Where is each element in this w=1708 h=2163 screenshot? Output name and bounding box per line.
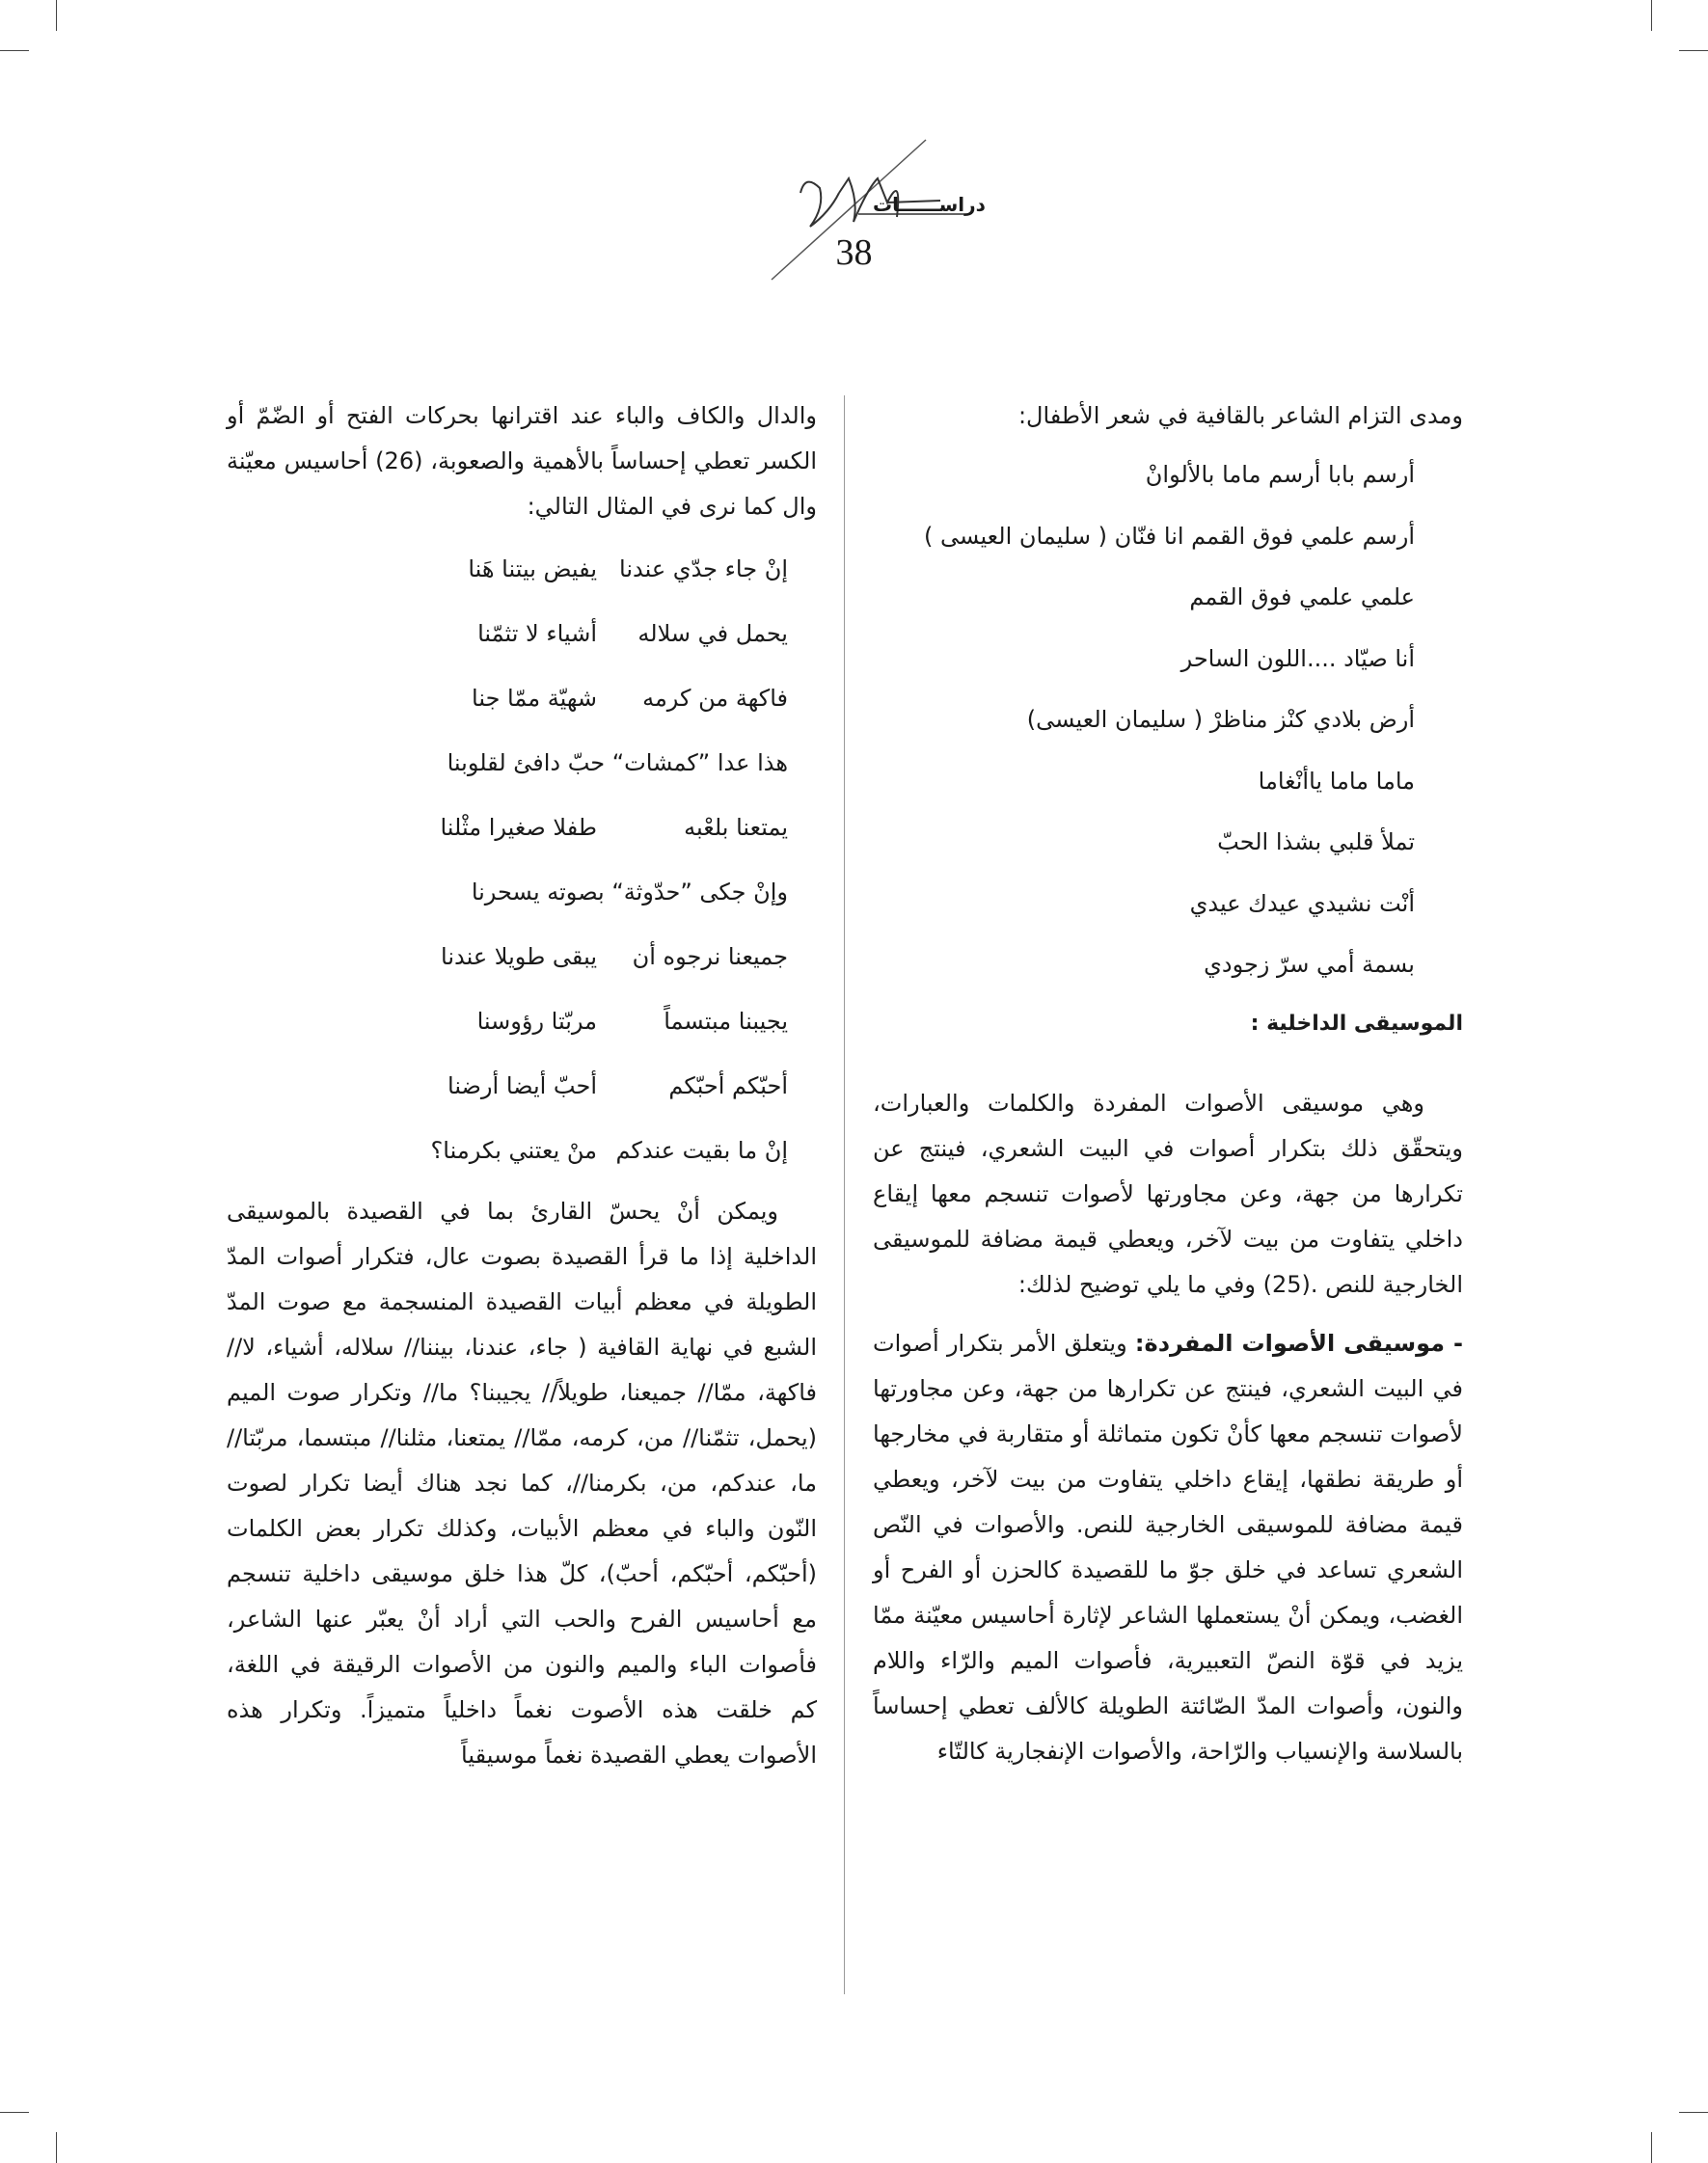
column-divider [844, 395, 845, 1994]
subheading: - موسيقى الأصوات المفردة: [1134, 1329, 1463, 1357]
poem-line [227, 1054, 788, 1119]
poem-hemistich: منْ يعتني بكرمنا؟ [430, 1137, 597, 1164]
poem-hemistich: يمتعنا بلعْبه [684, 814, 788, 841]
paragraph: ويمكن أنْ يحسّ القارئ بما في القصيدة بالموسيقى الداخلية إذا ما قرأ القصيدة بصوت عال، فتكرار أصوات المدّ الطويلة في معظم أبيات القصيدة المنسجمة مع صوت المدّ الشبع في نهاية القافية ( جاء، عندنا، بيننا// سلاله، أشياء، لا// فاكهة، ممّا// جميعنا، طويلاً// يجيبنا؟ ما// وتكرار صوت الميم (يحمل، تثمّنا// من، كرمه، ممّا// يمتعنا، مثلنا// مبتسما، مربّتا// ما، عندكم، من، بكرمنا//، كما نجد هناك أيضا تكرار لصوت النّون والباء في معظم الأبيات، وكذلك تكرار بعض الكلمات (أحبّكم، أحبّكم، أحبّ)، كلّ هذا خلق موسيقى داخلية تنسجم مع أحاسيس الفرح والحب التي أراد أنْ يعبّر عنها الشاعر، فأصوات الباء والميم والنون من الأصوات الرقيقة في اللغة، كم خلقت هذه الأصوت نغماً داخلياً متميزاً. وتكرار هذه الأصوات يعطي القصيدة نغماً موسيقياً [227, 1198, 817, 1769]
poem-line: أرسم بابا أرسم ماما بالألوانْ [1145, 461, 1415, 488]
poem-line [227, 860, 788, 925]
poem-line [227, 537, 788, 602]
poem-line [227, 796, 788, 860]
poem-line: تملأ قلبي بشذا الحبّ [1217, 828, 1415, 855]
poem-hemistich: يفيض بيتنا هَنا [468, 555, 597, 582]
right-intro: ومدى التزام الشاعر بالقافية في شعر الأطفال: [1017, 402, 1463, 429]
poem-line: أرسم علمي فوق القمم انا فنّان ( سليمان العيسى ) [924, 522, 1415, 550]
left-poem [227, 537, 817, 1183]
poem-line: ماما ماما ياأنْغاما [1258, 767, 1415, 795]
section-heading: الموسيقى الداخلية : [1250, 1011, 1463, 1036]
right-column [873, 393, 1463, 1774]
section-name: دراســــــات [873, 193, 986, 216]
poem-hemistich: يجيبنا مبتسماً [664, 1008, 788, 1035]
poem-line: علمي علمي فوق القمم [1189, 583, 1415, 610]
poem-hemistich: مربّتا رؤوسنا [476, 1008, 597, 1035]
poem-hemistich: إنْ ما بقيت عندكم [615, 1137, 788, 1164]
paragraph: وهي موسيقى الأصوات المفردة والكلمات والعبارات، ويتحقّق ذلك بتكرار أصوات في البيت الشعري، فينتج عن تكرارها من جهة، وعن مجاورتها لأصوات تنسجم معها إيقاع داخلي يتفاوت من بيت لآخر، ويعطي قيمة مضافة للموسيقى الخارجية للنص .(25) وفي ما يلي توضيح لذلك: [873, 1089, 1463, 1298]
paragraph [873, 1321, 1463, 1774]
crop-mark [56, 2132, 57, 2163]
crop-mark [1679, 50, 1708, 51]
poem-line [227, 1119, 788, 1183]
poem-line: أرض بلادي كنْز مناظرْ ( سليمان العيسى) [1026, 706, 1415, 733]
page-number: 38 [835, 232, 873, 273]
poem-line [227, 602, 788, 666]
crop-mark [56, 0, 57, 31]
crop-mark [1651, 0, 1652, 31]
poem-hemistich: هذا عدا ”كمشات“ حبّ دافئ لقلوبنا [447, 749, 788, 776]
poem-hemistich: يبقى طويلا عندنا [441, 943, 597, 970]
poem-hemistich: وإنْ جكى ”حدّوثة“ بصوته يسحرنا [471, 879, 788, 906]
crop-mark [1679, 2112, 1708, 2113]
crop-mark [0, 50, 29, 51]
poem-hemistich: أحبّ أيضا أرضنا [447, 1072, 597, 1099]
crop-mark [0, 2112, 29, 2113]
page-header [0, 135, 1708, 289]
poem-line: أنْت نشيدي عيدك عيدي [1189, 889, 1415, 917]
poem-line: أنا صيّاد ....اللون الساحر [1180, 644, 1415, 672]
poem-line [227, 989, 788, 1054]
poem-hemistich: شهيّة ممّا جنا [472, 685, 597, 712]
poem-hemistich: طفلا صغيرا مثْلنا [440, 814, 597, 841]
poem-hemistich: يحمل في سلاله [637, 620, 788, 647]
poem-line [227, 925, 788, 989]
poem-line: بسمة أمي سرّ زجودي [1204, 951, 1415, 978]
poem-hemistich: إنْ جاء جدّي عندنا [619, 555, 788, 582]
poem-hemistich: جميعنا نرجوه أن [632, 943, 788, 970]
crop-mark [1651, 2132, 1652, 2163]
poem-hemistich: أشياء لا تثمّنا [477, 620, 597, 647]
right-poem [873, 445, 1463, 996]
poem-hemistich: أحبّكم أحبّكم [668, 1072, 788, 1099]
poem-line [227, 731, 788, 796]
left-column [227, 393, 817, 1778]
paragraph-body: ويتعلق الأمر بتكرار أصوات في البيت الشعري، فينتج عن تكرارها من جهة، وعن مجاورتها لأصوات تنسجم معها كأنْ تكون متماثلة أو متقاربة في مخارجها أو طريقة نطقها، إيقاع داخلي يتفاوت من بيت لآخر، ويعطي قيمة مضافة للموسيقى الخارجية للنص. والأصوات في النّص الشعري تساعد في خلق جوّ ما للقصيدة كالحزن أو الفرح أو الغضب، ويمكن أنْ يستعملها الشاعر لإثارة أحاسيس معيّنة ممّا يزيد في قوّة النصّ التعبيرية، فأصوات الميم والرّاء واللام والنون، وأصوات المدّ الصّائتة الطويلة كالألف تعطي إحساساً بالسلاسة والإنسياب والرّاحة، والأصوات الإنفجارية كالتّاء [873, 1329, 1463, 1765]
poem-line [227, 666, 788, 731]
left-intro: والدال والكاف والباء عند اقترانها بحركات الفتح أو الضّمّ أو الكسر تعطي إحساساً بالأهمية والصعوبة، (26) أحاسيس معيّنة وال كما نرى في المثال التالي: [227, 402, 817, 520]
poem-hemistich: فاكهة من كرمه [642, 685, 788, 712]
